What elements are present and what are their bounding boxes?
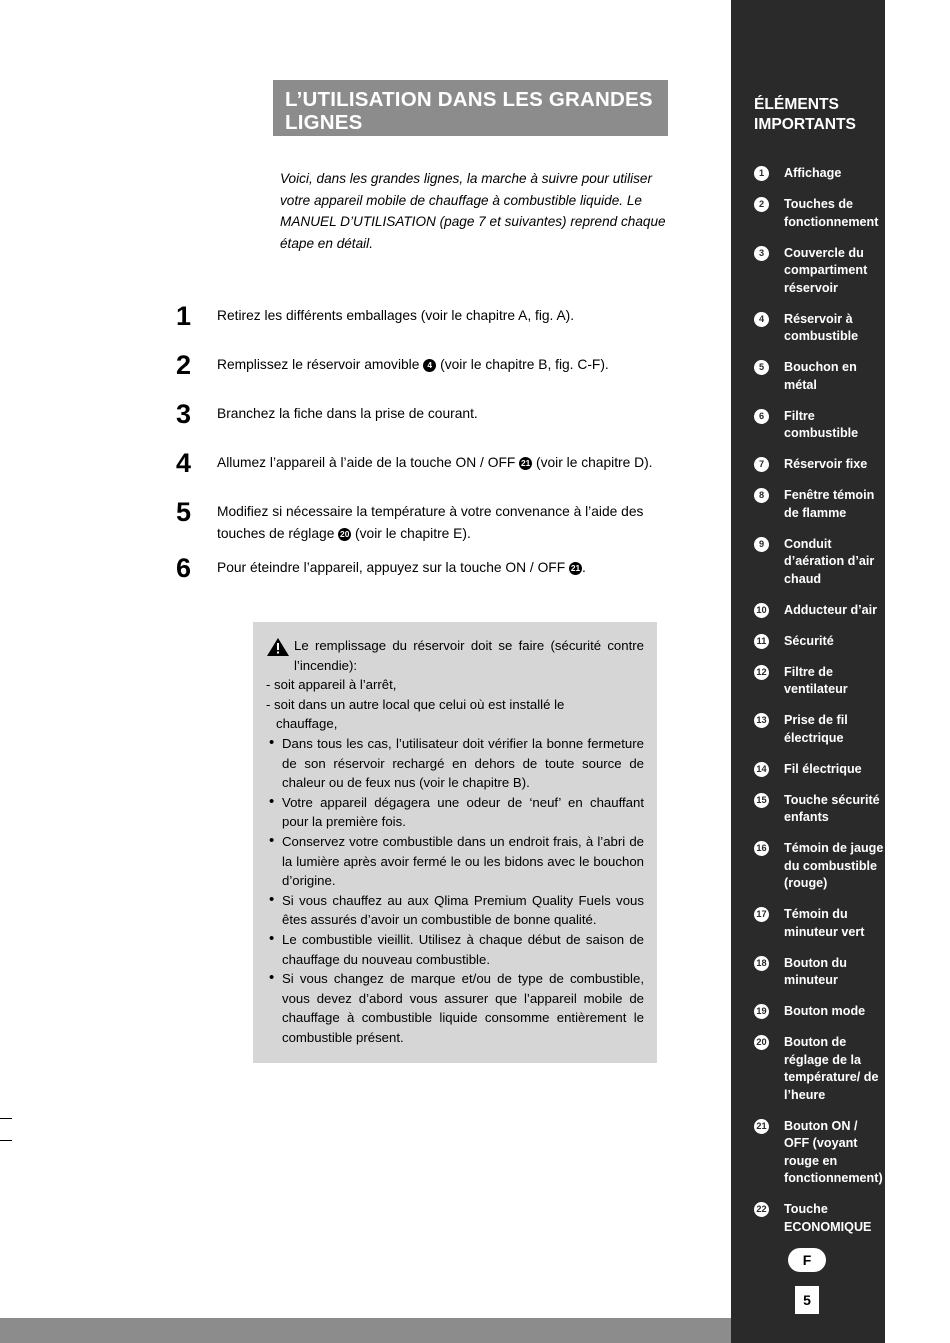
note-bullet-item: • Le combustible vieillit. Utilisez à chaque début de saison de chauffage du nouveau combustible. bbox=[266, 930, 644, 969]
language-badge: F bbox=[788, 1248, 826, 1272]
circled-number-icon: 16 bbox=[754, 841, 769, 856]
step-number: 5 bbox=[176, 497, 192, 527]
note-bullet-item: • Si vous changez de marque et/ou de type de combustible, vous devez d’abord vous assurer que l’appareil mobile de chauffage à combustible liquide consomme entièrement le combustible présent. bbox=[266, 969, 644, 1047]
step-text: Branchez la fiche dans la prise de courant. bbox=[217, 406, 478, 421]
step-number: 2 bbox=[176, 350, 192, 380]
sidebar-item-2 bbox=[754, 196, 886, 231]
sidebar-item-label: Filtre combustible bbox=[784, 408, 859, 440]
sidebar-item-label: Fenêtre témoin de flamme bbox=[784, 488, 875, 520]
sidebar-item-21 bbox=[754, 1118, 886, 1188]
step-item bbox=[176, 350, 676, 390]
sidebar-item-8 bbox=[754, 487, 886, 522]
circled-number-icon: 12 bbox=[754, 665, 769, 680]
circled-number-icon: 7 bbox=[754, 457, 769, 472]
sidebar-item-20 bbox=[754, 1034, 886, 1104]
circled-number-icon: 20 bbox=[754, 1035, 769, 1050]
circled-number-icon: 14 bbox=[754, 762, 769, 777]
step-item bbox=[176, 399, 676, 439]
step-item bbox=[176, 497, 676, 544]
sidebar-item-11 bbox=[754, 633, 886, 651]
step-text: Remplissez le réservoir amovible 4 (voir le chapitre B, fig. C-F). bbox=[217, 357, 609, 372]
sidebar-title-line1: ÉLÉMENTS bbox=[754, 96, 839, 113]
sidebar-item-label: Bouchon en métal bbox=[784, 360, 857, 392]
sidebar-item-4 bbox=[754, 311, 886, 346]
sidebar-item-13 bbox=[754, 712, 886, 747]
sidebar-item-5 bbox=[754, 359, 886, 394]
step-text: Modifiez si nécessaire la température à votre convenance à l’aide des touches de réglage 20 (voir le chapitre E). bbox=[217, 504, 644, 541]
circled-number-icon: 13 bbox=[754, 713, 769, 728]
sidebar-item-22 bbox=[754, 1201, 886, 1236]
important-parts-sidebar bbox=[731, 0, 885, 1318]
sidebar-item-label: Touche sécurité enfants bbox=[784, 792, 880, 824]
sidebar-item-label: Bouton mode bbox=[784, 1004, 866, 1018]
right-page-margin bbox=[885, 0, 950, 1343]
circled-number-icon: 2 bbox=[754, 197, 769, 212]
note-bullet-item: • Votre appareil dégagera une odeur de ‘neuf’ en chauffant pour la première fois. bbox=[266, 793, 644, 832]
step-text: Retirez les différents emballages (voir le chapitre A, fig. A). bbox=[217, 308, 575, 323]
sidebar-item-label: Conduit d’aération d’air chaud bbox=[784, 536, 875, 586]
circled-number-icon: 17 bbox=[754, 907, 769, 922]
circled-number-icon: 10 bbox=[754, 603, 769, 618]
sidebar-item-6 bbox=[754, 408, 886, 443]
sidebar-item-14 bbox=[754, 761, 886, 779]
note-bullet-item: • Si vous chauffez au aux Qlima Premium Quality Fuels vous êtes assurés d’avoir un combustible de bonne qualité. bbox=[266, 891, 644, 930]
sidebar-items bbox=[754, 165, 886, 1250]
circled-number-icon: 3 bbox=[754, 246, 769, 261]
circled-number-icon: 18 bbox=[754, 956, 769, 971]
sidebar-item-label: Fil électrique bbox=[784, 761, 862, 776]
note-bullet-item: • Conservez votre combustible dans un endroit frais, à l’abri de la lumière après avoir fermé le ou les bidons avec le bouchon d’origine. bbox=[266, 832, 644, 891]
page-title: L’UTILISATION DANS LES GRANDES LIGNES bbox=[273, 80, 668, 136]
sidebar-item-12 bbox=[754, 664, 886, 699]
circled-number-icon: 4 bbox=[754, 312, 769, 327]
sidebar-item-label: Bouton du minuteur bbox=[784, 955, 847, 987]
sidebar-item-10 bbox=[754, 602, 886, 620]
circled-number-icon: 19 bbox=[754, 1004, 769, 1019]
sidebar-item-18 bbox=[754, 955, 886, 990]
circled-number-icon: 20 bbox=[340, 528, 350, 539]
step-number: 4 bbox=[176, 448, 192, 478]
bottom-grey-bar bbox=[0, 1318, 731, 1343]
sidebar-item-label: Affichage bbox=[784, 166, 842, 180]
sidebar-title bbox=[754, 95, 884, 135]
sidebar-item-label: Couvercle du compartiment réservoir bbox=[784, 245, 868, 295]
step-item bbox=[176, 301, 676, 341]
sidebar-item-3 bbox=[754, 245, 886, 298]
sidebar-title-line2: IMPORTANTS bbox=[754, 116, 856, 133]
note-dash-line: - soit appareil à l’arrêt, bbox=[266, 677, 397, 693]
warning-triangle-icon bbox=[266, 637, 290, 657]
step-item bbox=[176, 448, 676, 488]
sidebar-item-label: Bouton de réglage de la température/ de l’heure bbox=[784, 1035, 879, 1102]
step-text: Allumez l’appareil à l’aide de la touche ON / OFF 21 (voir le chapitre D). bbox=[217, 455, 653, 470]
circled-number-icon: 9 bbox=[754, 537, 769, 552]
circled-number-icon: 21 bbox=[754, 1119, 769, 1134]
circled-number-icon: 15 bbox=[754, 793, 769, 808]
sidebar-item-label: Réservoir fixe bbox=[784, 457, 868, 471]
note-lead-text: Le remplissage du réservoir doit se faire (sécurité contre l’incendie): bbox=[294, 638, 644, 673]
circled-number-icon: 11 bbox=[754, 634, 769, 649]
sidebar-item-label: Témoin du minuteur vert bbox=[784, 907, 865, 939]
sidebar-item-label: Touches de fonctionnement bbox=[784, 197, 879, 229]
sidebar-item-label: Sécurité bbox=[784, 633, 834, 648]
sidebar-item-9 bbox=[754, 536, 886, 589]
note-dash-lines bbox=[266, 675, 644, 734]
sidebar-item-19 bbox=[754, 1003, 886, 1021]
note-bullet-list bbox=[266, 734, 644, 1048]
page-number: 5 bbox=[795, 1286, 819, 1314]
sidebar-item-label: Touche ECONOMIQUE bbox=[784, 1202, 872, 1234]
sidebar-item-16 bbox=[754, 840, 886, 893]
circled-number-icon: 21 bbox=[520, 458, 531, 468]
warning-note-box bbox=[253, 622, 657, 1063]
sidebar-item-label: Réservoir à combustible bbox=[784, 311, 859, 343]
bottom-dark-bar bbox=[731, 1318, 885, 1343]
circled-number-icon: 21 bbox=[570, 563, 581, 573]
circled-number-icon: 22 bbox=[754, 1202, 769, 1217]
step-number: 1 bbox=[176, 301, 192, 331]
sidebar-item-label: Bouton ON / OFF (voyant rouge en fonctionnement) bbox=[784, 1118, 883, 1185]
step-text: Pour éteindre l’appareil, appuyez sur la touche ON / OFF 21 . bbox=[217, 560, 586, 575]
circled-number-icon: 6 bbox=[754, 409, 769, 424]
step-number: 3 bbox=[176, 399, 192, 429]
sidebar-item-7 bbox=[754, 456, 886, 474]
step-number: 6 bbox=[176, 553, 192, 583]
sidebar-item-15 bbox=[754, 792, 886, 827]
circled-number-icon: 8 bbox=[754, 488, 769, 503]
circled-number-icon: 5 bbox=[754, 360, 769, 375]
circled-number-icon: 4 bbox=[423, 359, 436, 372]
note-dash-line: - soit dans un autre local que celui où est installé le bbox=[266, 696, 565, 712]
sidebar-item-1 bbox=[754, 165, 886, 183]
sidebar-item-label: Filtre de ventilateur bbox=[784, 664, 848, 696]
sidebar-item-17 bbox=[754, 906, 886, 941]
steps-list bbox=[176, 301, 676, 606]
intro-paragraph: Voici, dans les grandes lignes, la marche à suivre pour utiliser votre appareil mobile de chauffage à combustible liquide. Le MANUEL D’UTILISATION (page 7 et suivantes) reprend chaque étape en détail. bbox=[280, 171, 666, 251]
note-dash-line: chauffage, bbox=[276, 716, 338, 732]
step-item bbox=[176, 553, 676, 593]
sidebar-item-label: Témoin de jauge du combustible (rouge) bbox=[784, 841, 884, 890]
sidebar-item-label: Prise de fil électrique bbox=[784, 713, 848, 745]
note-bullet-item: • Dans tous les cas, l’utilisateur doit vérifier la bonne fermeture de son réservoir rechargé en dehors de toute source de chaleur ou de feux nus (voir le chapitre B). bbox=[266, 734, 644, 793]
sidebar-item-label: Adducteur d’air bbox=[784, 602, 878, 617]
circled-number-icon: 1 bbox=[754, 166, 769, 181]
